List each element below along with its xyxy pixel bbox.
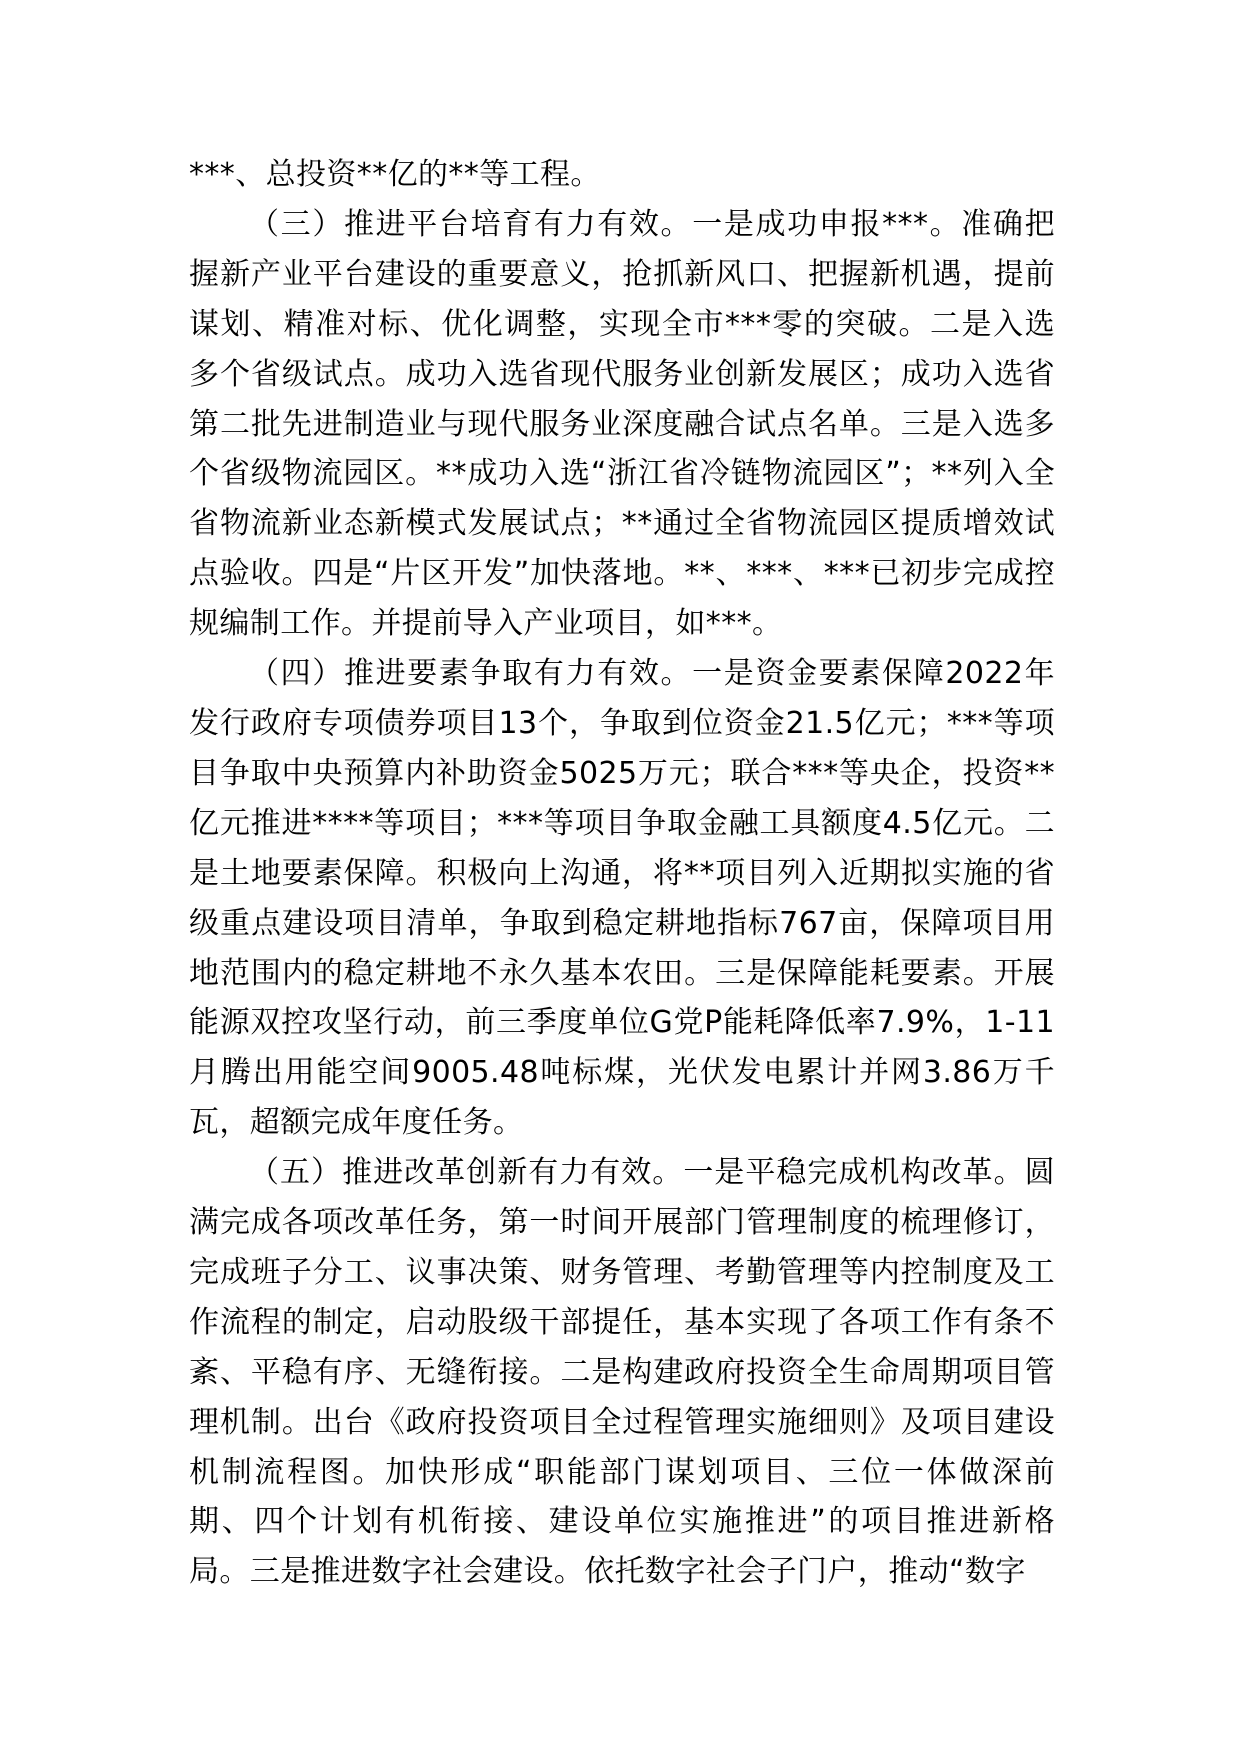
paragraph-continuation: ***、总投资**亿的**等工程。 xyxy=(189,157,601,192)
paragraph-platform-cultivation: （三）推进平台培育有力有效。一是成功申报***。准确把握新产业平台建设的重要意义，抢抓新风口、把握新机遇，提前谋划、精准对标、优化调整，实现全市***零的突破。二是入选多个省级试点。成功入选省现代服务业创新发展区；成功入选省第二批先进制造业与现代服务业深度融合试点名单。三是入选多个省级物流园区。**成功入选“浙江省冷链物流园区”；**列入全省物流新业态新模式发展试点；**通过全省物流园区提质增效试点验收。四是“片区开发”加快落地。**、***、***已初步完成控规编制工作。并提前导入产业项目，如***。 xyxy=(189,206,1055,642)
paragraph-reform-innovation: （五）推进改革创新有力有效。一是平稳完成机构改革。圆满完成各项改革任务，第一时间开展部门管理制度的梳理修订，完成班子分工、议事决策、财务管理、考勤管理等内控制度及工作流程的制定，启动股级干部提任，基本实现了各项工作有条不紊、平稳有序、无缝衔接。二是构建政府投资全生命周期项目管理机制。出台《政府投资项目全过程管理实施细则》及项目建设机制流程图。加快形成“职能部门谋划项目、三位一体做深前期、四个计划有机衔接、建设单位实施推进”的项目推进新格局。三是推进数字社会建设。依托数字社会子门户，推动“数字 xyxy=(189,1155,1055,1590)
document-body xyxy=(189,150,1055,1597)
paragraph-factor-acquisition: （四）推进要素争取有力有效。一是资金要素保障2022年发行政府专项债券项目13个，争取到位资金21.5亿元；***等项目争取中央预算内补助资金5025万元；联合***等央企，投资**亿元推进****等项目；***等项目争取金融工具额度4.5亿元。二是土地要素保障。积极向上沟通，将**项目列入近期拟实施的省级重点建设项目清单，争取到稳定耕地指标767亩，保障项目用地范围内的稳定耕地不永久基本农田。三是保障能耗要素。开展能源双控攻坚行动，前三季度单位G党P能耗降低率7.9%，1-11月腾出用能空间9005.48吨标煤，光伏发电累计并网3.86万千瓦，超额完成年度任务。 xyxy=(189,656,1055,1141)
